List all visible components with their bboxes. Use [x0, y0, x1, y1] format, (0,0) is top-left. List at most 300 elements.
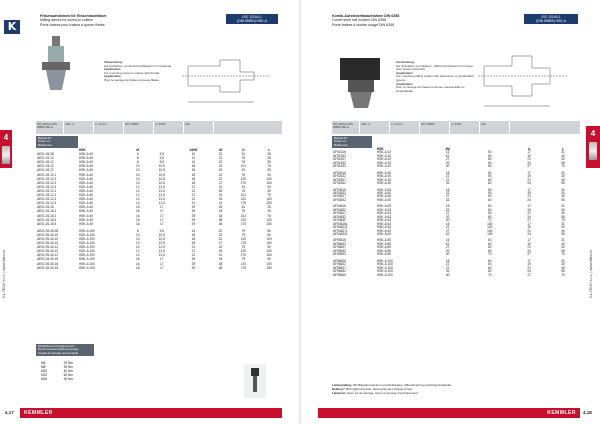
table-cell: 150 [266, 201, 272, 206]
table-cell: 17 [527, 187, 531, 192]
table-cell: HSK-A 80 [377, 252, 391, 257]
table-cell: 21 [527, 157, 531, 162]
shell-mill-holder-image [334, 52, 394, 112]
table-cell: 10,5 [158, 241, 165, 246]
use-label: Verwendung: [396, 60, 415, 64]
footer-brand: KEMMLER [547, 410, 576, 416]
standard-box-right [524, 14, 578, 24]
table-cell: 32 [445, 214, 450, 219]
spec-cell: l ≤ 0,003 [450, 121, 480, 134]
title-fr: Porte-fraises à double usage DIN 6358 [332, 22, 395, 27]
use-text: For mounting milling cutters with transverse or longitudinal groove. [396, 74, 474, 82]
table-cell: 21 [527, 265, 531, 270]
table-cell: 32 [445, 197, 450, 202]
table-cell: HSK-A 63 [377, 207, 391, 212]
table-cell: HSK-A 40 [79, 160, 93, 165]
table-cell: 29 [191, 213, 196, 218]
table-cell: 17 [160, 213, 164, 218]
table-cell: 18 [191, 164, 196, 169]
table-cell: 21 [191, 253, 196, 258]
table-cell: HSK-A 40 [377, 177, 391, 182]
table-cell: 27 [527, 272, 531, 277]
torque-cell: 90 Nm [63, 377, 73, 382]
head-line: Référence [38, 142, 52, 147]
table-cell: HSK-A 40 [79, 221, 93, 226]
column-header: HSK [79, 148, 86, 152]
table-cell: 18 [191, 180, 196, 185]
table-cell: 17 [527, 170, 531, 175]
table-cell: AF55616 [333, 238, 346, 243]
torque-cell: M10 [41, 369, 48, 374]
title-en: Combi shell mill holders DIN 6358 [332, 18, 387, 23]
table-cell: HSK-A 100 [79, 253, 95, 258]
torque-cell: 60 Nm [63, 373, 73, 378]
table-cell: 150 [266, 253, 272, 258]
table-cell: 41 [218, 253, 223, 258]
table-cell: HSK-A 32 [377, 150, 391, 155]
table-cell: 40 [561, 265, 565, 270]
table-cell: 12,5 [158, 249, 165, 254]
table-row[interactable] [332, 274, 580, 277]
page-title-right [332, 14, 512, 27]
table-cell: 24 [527, 269, 531, 274]
dimension-drawing-right [476, 44, 582, 118]
table-cell: AF546271 [333, 228, 348, 233]
table-cell: 29 [191, 221, 196, 226]
table-cell: 31 [218, 193, 223, 198]
table-cell: 16 [445, 150, 450, 155]
table-cell: 79 [241, 245, 246, 250]
milling-arbor-image [36, 34, 84, 94]
table-cell: 40 [445, 164, 450, 169]
table-cell: AF546321 [333, 231, 348, 236]
table-cell: 21 [527, 194, 531, 199]
table-cell: 24 [527, 248, 531, 253]
table-cell: HSK-A 40 [79, 193, 93, 198]
table-cell: 60 [487, 269, 492, 274]
table-cell: 175 [240, 221, 247, 226]
table-cell: 22 [445, 241, 450, 246]
table-cell: 12,5 [158, 184, 165, 189]
table-cell: 25 [218, 205, 223, 210]
table-cell: 17 [160, 205, 164, 210]
table-cell: 19 [527, 241, 531, 246]
table-cell: 38 [218, 261, 223, 266]
table-cell: 12,5 [158, 201, 165, 206]
table-cell: 12,5 [158, 253, 165, 258]
table-cell: 70 [561, 164, 565, 169]
table-cell: AE01.26.12 [37, 168, 54, 173]
table-cell: 150 [266, 180, 272, 185]
table-cell: AE01.26.12.3 [37, 201, 57, 206]
table-cell: 31 [561, 187, 565, 192]
table-cell: AE01.06.40.16 [37, 257, 59, 262]
table-row[interactable] [36, 266, 282, 270]
table-cell: 100 [266, 197, 272, 202]
table-cell: 10 [135, 232, 140, 237]
table-cell: AF53627 [333, 194, 346, 199]
torque-line: Couple de serrage recommandé [38, 350, 79, 355]
table-cell: 17 [527, 258, 531, 263]
table-cell: 75 [267, 164, 271, 169]
table-cell: HSK-A 40 [79, 209, 93, 214]
table-cell: 21 [527, 177, 531, 182]
standard-box-left [226, 14, 278, 24]
table-cell: AF55622 [333, 241, 346, 246]
table-cell: 17 [160, 221, 164, 226]
table-cell: 60 [487, 194, 492, 199]
chapter-number: 4 [590, 129, 596, 138]
table-cell: AE01.06.40.10 [37, 241, 59, 246]
table-cell: 22 [445, 225, 450, 230]
table-cell: 100 [487, 221, 493, 226]
table-cell: 21 [527, 211, 531, 216]
table-cell: 55 [561, 197, 565, 202]
spec-cell: l ≤ 0,003 [154, 121, 184, 134]
table-cell: 100 [266, 249, 272, 254]
table-cell: AF55640 [333, 252, 346, 257]
table-cell: 40 [561, 262, 565, 267]
table-cell: 10,5 [158, 168, 165, 173]
table-cell: AF546221 [333, 225, 348, 230]
table-cell: 16 [445, 221, 450, 226]
table-cell: 27 [527, 252, 531, 257]
table-cell: 20 [218, 168, 223, 173]
table-cell: 12,5 [158, 193, 165, 198]
use-label: Verwendung: [104, 60, 123, 64]
page-number-right: 4.18 [583, 410, 592, 415]
torque-cell: 40 Nm [63, 369, 73, 374]
table-cell: 9,5 [159, 160, 165, 165]
table-cell: 60 [487, 160, 492, 165]
column-header: L [268, 148, 271, 152]
table-cell: 27 [445, 194, 450, 199]
table-cell: 22 [445, 262, 450, 267]
table-cell: AE01.26.16.4 [37, 221, 57, 226]
table-cell: 9,5 [159, 228, 165, 233]
use-label: Application: [104, 74, 122, 79]
table-cell: 70 [487, 272, 492, 277]
tool-holder-icon [589, 142, 597, 160]
delivery-label: Lieferumfang: [332, 383, 353, 387]
table-cell: AF54632 [333, 214, 346, 219]
torque-head [36, 344, 94, 356]
table-cell: 12,5 [158, 197, 165, 202]
table-head-left [36, 136, 78, 148]
table-cell: 60 [487, 164, 492, 169]
kemmler-logo: K [4, 20, 20, 34]
table-cell: 10 [135, 236, 140, 241]
table-cell: 75 [241, 172, 246, 177]
table-cell: 31 [561, 258, 565, 263]
table-cell: AE01.26.12.1 [37, 193, 57, 198]
table-cell: 29 [191, 209, 196, 214]
holder-taper [350, 92, 372, 108]
table-cell: 32 [445, 269, 450, 274]
table-cell: 16 [135, 205, 140, 210]
table-cell: AE01.26.12 [37, 160, 54, 165]
table-cell: HSK-A 80 [377, 245, 391, 250]
table-cell: AE01.06.40.10 [37, 236, 59, 241]
holder-flange [348, 80, 374, 92]
table-cell: AF54627 [333, 211, 346, 216]
table-cell: 22 [445, 207, 450, 212]
table-cell: 16 [135, 213, 140, 218]
table-cell: 60 [487, 245, 492, 250]
chapter-tab-left[interactable] [0, 130, 12, 168]
usage-text-right [396, 61, 480, 93]
table-cell: HSK-A 40 [79, 217, 93, 222]
table-cell: 27 [218, 241, 223, 246]
table-cell: 18 [191, 172, 196, 177]
table-cell: 21 [191, 184, 196, 189]
table-cell: 22 [218, 172, 223, 177]
table-cell: 40 [561, 207, 565, 212]
table-cell: 40 [561, 228, 565, 233]
table-cell: AE01.26.12.2 [37, 197, 57, 202]
column-header: HSK [377, 147, 384, 151]
table-cell: HSK-A 50 [377, 194, 391, 199]
table-cell: 8 [136, 156, 139, 161]
table-cell: AE01.06.40.12 [37, 253, 59, 258]
arbor-taper [46, 70, 66, 90]
table-cell: AF53616 [333, 187, 346, 192]
table-cell: 13 [191, 160, 196, 165]
footer-bar-left [20, 408, 282, 418]
table-cell: AF56622 [333, 262, 346, 267]
table-cell: HSK-A 100 [79, 245, 95, 250]
table-cell: 25 [267, 188, 271, 193]
table-cell: AE01.26.12 [37, 164, 54, 169]
spec-cell: l ≤ 2,5 µm [94, 121, 124, 134]
table-cell: 32 [445, 181, 450, 186]
table-cell: 60 [487, 238, 492, 243]
table-cell: AF56640 [333, 272, 346, 277]
table-cell: HSK-A 100 [377, 265, 393, 270]
head-line: Référence [334, 142, 348, 147]
table-cell: HSK-A 63 [377, 211, 391, 216]
table-cell: 100 [266, 176, 272, 181]
table-cell: 31 [561, 204, 565, 209]
table-cell: AE01.26.12.4 [37, 184, 57, 189]
usage-text-left [104, 61, 184, 83]
table-cell: AF51622 [333, 153, 346, 158]
table-cell: 51 [241, 168, 246, 173]
table-cell: 18 [191, 241, 196, 246]
table-cell: AE01.26.10 [37, 156, 54, 161]
table-cell: 34 [218, 257, 223, 262]
table-cell: 27 [527, 164, 531, 169]
table-cell: 16 [445, 187, 450, 192]
use-text: Pour le serrage de fraises à queue filetée. [104, 77, 160, 82]
table-cell: 12 [135, 188, 140, 193]
torque-line: Empfohlenes Anzugsmoment [38, 344, 75, 348]
table-cell: HSK-A 40 [79, 205, 93, 210]
title-de: Kombi-Aufsteckfräsaufnahme DIN 6358 [332, 14, 400, 18]
table-cell: AF52616 [333, 170, 346, 175]
table-cell: AF53622 [333, 190, 346, 195]
table-cell: AE01.26.16.3 [37, 217, 57, 222]
table-cell: 79 [241, 228, 246, 233]
table-cell: HSK-A 40 [79, 168, 93, 173]
table-cell: 12 [135, 245, 140, 250]
table-cell: HSK-A 100 [79, 261, 95, 266]
table-cell: 27 [445, 211, 450, 216]
table-cell: 22 [218, 232, 223, 237]
table-cell: HSK-A 63 [377, 204, 391, 209]
table-cell: 70 [561, 218, 565, 223]
table-cell: 60 [487, 248, 492, 253]
torque-table [40, 361, 94, 381]
table-cell: HSK-A 63 [377, 218, 391, 223]
table-cell: HSK-A 40 [79, 197, 93, 202]
table-cell: 120 [240, 261, 247, 266]
table-cell: AF52622 [333, 174, 346, 179]
table-cell: 51 [241, 152, 246, 157]
table-cell: 40 [561, 241, 565, 246]
column-header: A [527, 147, 531, 151]
use-text: Zur Aufnahme von Walzen-, Walzenstirnfräsern mit Längs- oder Quernut (Kombi). [396, 63, 474, 72]
table-cell: 75 [241, 156, 246, 161]
table-cell: AE01.06.40.08 [37, 228, 59, 233]
table-cell: 175 [240, 253, 247, 258]
delivery-text: With tightening bolt, driving key and locking screw. [345, 386, 413, 391]
table-cell: AF56632 [333, 269, 346, 274]
table-cell: HSK-A 80 [377, 238, 391, 243]
table-cell: 19 [527, 262, 531, 267]
table-cell: 17 [160, 265, 164, 270]
table-cell: 27 [527, 218, 531, 223]
table-cell: 27 [445, 177, 450, 182]
table-cell: 31 [561, 170, 565, 175]
table-cell: 175 [240, 201, 247, 206]
table-cell: 24 [527, 160, 531, 165]
spec-cell: ISO 12164-1 DIN 69893 HSK-A [332, 121, 360, 134]
use-label: Application: [396, 70, 414, 75]
table-cell: 32 [445, 160, 450, 165]
table-cell: 50 [487, 174, 492, 179]
head-line: Order no. [38, 139, 51, 144]
table-cell: HSK-A 40 [79, 201, 93, 206]
table-cell: 10 [135, 164, 140, 169]
table-cell: 41 [218, 201, 223, 206]
table-cell: 12 [135, 184, 140, 189]
table-cell: 10,5 [158, 180, 165, 185]
table-cell: 9,5 [159, 156, 165, 161]
table-cell: 175 [240, 265, 247, 270]
table-cell: 16 [135, 261, 140, 266]
table-cell: 22 [218, 156, 223, 161]
table-cell: AF546161 [333, 221, 348, 226]
spec-cell: HSK - A [360, 121, 390, 134]
table-cell: 50 [487, 187, 492, 192]
table-cell: 50 [487, 153, 492, 158]
table-cell: AF54616 [333, 204, 346, 209]
table-cell: 55 [561, 181, 565, 186]
table-cell: HSK-A 32 [377, 164, 391, 169]
table-cell: AF51632 [333, 160, 346, 165]
table-cell: 32 [445, 248, 450, 253]
column-header: d1H6 [189, 148, 198, 152]
table-cell: 17 [160, 209, 164, 214]
table-cell: 17 [160, 261, 164, 266]
table-cell: 21 [191, 188, 196, 193]
torque-row [40, 377, 94, 381]
table-cell: 38 [218, 217, 223, 222]
table-cell: HSK-A 40 [79, 180, 93, 185]
table-cell: 100 [266, 236, 272, 241]
table-cell: 12 [135, 201, 140, 206]
table-cell: 51 [241, 184, 246, 189]
table-cell: 27 [218, 180, 223, 185]
table-cell: 100 [487, 225, 493, 230]
delivery-label: Livraison: [332, 390, 348, 395]
head-line: Bestell-Nr. [334, 136, 348, 140]
table-cell: HSK-A 63 [377, 225, 391, 230]
table-cell: 21 [191, 193, 196, 198]
table-cell: AF56627 [333, 265, 346, 270]
footer-brand: KEMMLER [24, 410, 53, 416]
table-cell: 40 [561, 211, 565, 216]
table-cell: 19 [527, 153, 531, 158]
table-cell: 101 [240, 193, 247, 198]
table-cell: 16 [135, 217, 140, 222]
table-cell: 55 [561, 214, 565, 219]
table-cell: 19 [527, 207, 531, 212]
table-cell: 31 [561, 150, 565, 155]
table-cell: 16 [445, 258, 450, 263]
table-cell: 16 [445, 238, 450, 243]
table-cell: 12 [135, 249, 140, 254]
table-cell: 16 [135, 221, 140, 226]
table-cell: 40 [561, 177, 565, 182]
holder-head [340, 58, 380, 80]
table-cell: 70 [561, 272, 565, 277]
spec-cell: l ≤ 2,5 µm [390, 121, 420, 134]
table-cell: AF55627 [333, 245, 346, 250]
table-cell: 21 [527, 228, 531, 233]
std-line: (DIN 69893) HSK-A [237, 19, 267, 24]
table-cell: 25 [267, 205, 271, 210]
table-cell: 12 [135, 253, 140, 258]
std-line: ISO 12164-1 [541, 15, 561, 19]
table-cell: 60 [487, 241, 492, 246]
table-cell: AE01.26.12.3 [37, 180, 57, 185]
table-cell: 60 [487, 262, 492, 267]
table-cell: 34 [218, 213, 223, 218]
table-cell: 60 [487, 204, 492, 209]
table-cell: HSK-A 40 [377, 181, 391, 186]
table-cell: HSK-A 40 [79, 213, 93, 218]
use-label: Application: [104, 67, 122, 72]
table-cell: HSK-A 63 [377, 231, 391, 236]
table-cell: AE01.26.16.1 [37, 209, 57, 214]
table-cell: 60 [487, 211, 492, 216]
table-cell: AE01.06.40.12 [37, 249, 59, 254]
table-cell: 40 [561, 245, 565, 250]
table-cell: 17 [527, 204, 531, 209]
table-cell: 18 [191, 176, 196, 181]
table-cell: 175 [240, 180, 247, 185]
table-cell: 17 [527, 221, 531, 226]
table-cell: 10,5 [158, 164, 165, 169]
table-cell: 60 [487, 265, 492, 270]
table-cell: AF56616 [333, 258, 346, 263]
table-cell: 33 [218, 249, 223, 254]
chapter-tab-right[interactable] [586, 126, 600, 168]
table-cell: 25 [267, 209, 271, 214]
table-cell: 10 [135, 176, 140, 181]
